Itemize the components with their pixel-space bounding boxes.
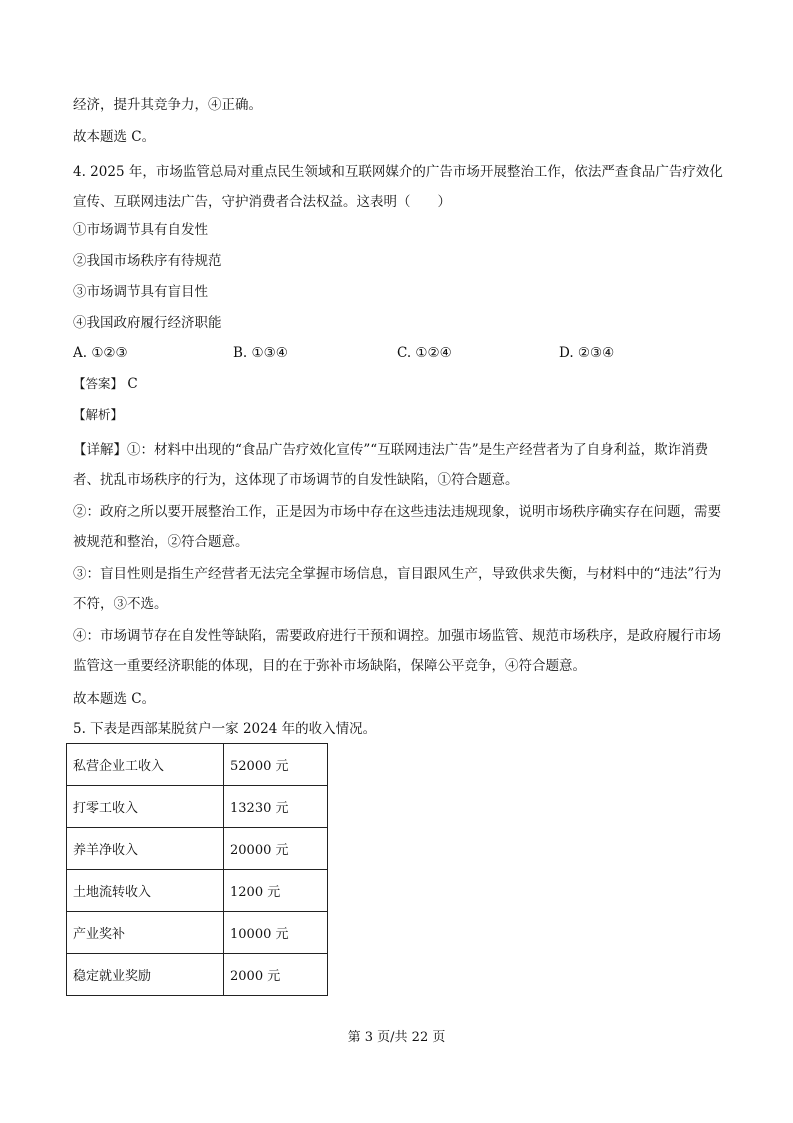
table-cell-amount: 10000 元 <box>224 912 328 954</box>
table-row <box>67 744 328 786</box>
income-table <box>66 743 328 996</box>
table-cell-item: 产业奖补 <box>67 912 224 954</box>
table-cell-item: 私营企业工收入 <box>67 744 224 786</box>
table-cell-amount: 13230 元 <box>224 786 328 828</box>
table-cell-item: 土地流转收入 <box>67 870 224 912</box>
table-cell-amount: 2000 元 <box>224 954 328 996</box>
page-footer: 第 3 页/共 22 页 <box>347 1030 446 1045</box>
question-4-stem: 4. 2025 年，市场监管总局对重点民生领域和互联网媒介的广告市场开展整治工作，依法严查食品广告疗效化宣传、互联网违法广告，守护消费者合法权益。这表明（ ） <box>73 164 723 210</box>
option-b: B. ①③④ <box>233 345 288 361</box>
option-a: A. ①②③ <box>73 345 128 361</box>
detail-paragraph-3: ③：盲目性则是指生产经营者无法完全掌握市场信息，盲目跟风生产，导致供求失衡，与材料中的“违法”行为不符，③不选。 <box>73 566 722 612</box>
detail-paragraph-1: 【详解】①：材料中出现的“食品广告疗效化宣传”“互联网违法广告”是生产经营者为了自身利益，欺诈消费者、扰乱市场秩序的行为，这体现了市场调节的自发性缺陷，①符合题意。 <box>73 442 709 488</box>
detail-paragraph-4: ④：市场调节存在自发性等缺陷，需要政府进行干预和调控。加强市场监管、规范市场秩序，是政府履行市场监管这一重要经济职能的体现，目的在于弥补市场缺陷，保障公平竞争，④符合题意。 <box>73 628 721 674</box>
table-cell-item: 打零工收入 <box>67 786 224 828</box>
table-cell-item: 养羊净收入 <box>67 828 224 870</box>
table-row <box>67 912 328 954</box>
answer-line <box>73 374 138 394</box>
table-cell-amount: 1200 元 <box>224 870 328 912</box>
line-prev-conclusion: 故本题选 C。 <box>73 129 156 145</box>
table-cell-amount: 52000 元 <box>224 744 328 786</box>
option-c: C. ①②④ <box>397 345 452 361</box>
q4-conclusion: 故本题选 C。 <box>73 691 156 707</box>
table-row <box>67 954 328 996</box>
statement-1: ①市场调节具有自发性 <box>73 222 208 238</box>
option-d: D. ②③④ <box>559 345 615 361</box>
table-row <box>67 870 328 912</box>
analysis-tag: 【解析】 <box>73 407 124 422</box>
table-row <box>67 828 328 870</box>
statement-4: ④我国政府履行经济职能 <box>73 315 222 331</box>
question-5-stem: 5. 下表是西部某脱贫户一家 2024 年的收入情况。 <box>73 721 377 737</box>
answer-tag: 【答案】 <box>73 376 124 391</box>
line-economy-tail: 经济，提升其竞争力，④正确。 <box>73 97 262 113</box>
table-cell-item: 稳定就业奖励 <box>67 954 224 996</box>
statement-3: ③市场调节具有盲目性 <box>73 284 208 300</box>
table-row <box>67 786 328 828</box>
statement-2: ②我国市场秩序有待规范 <box>73 253 222 269</box>
detail-paragraph-2: ②：政府之所以要开展整治工作，正是因为市场中存在这些违法违规现象，说明市场秩序确实存在问题，需要被规范和整治，②符合题意。 <box>73 504 721 550</box>
answer-value: C <box>127 376 138 392</box>
table-cell-amount: 20000 元 <box>224 828 328 870</box>
